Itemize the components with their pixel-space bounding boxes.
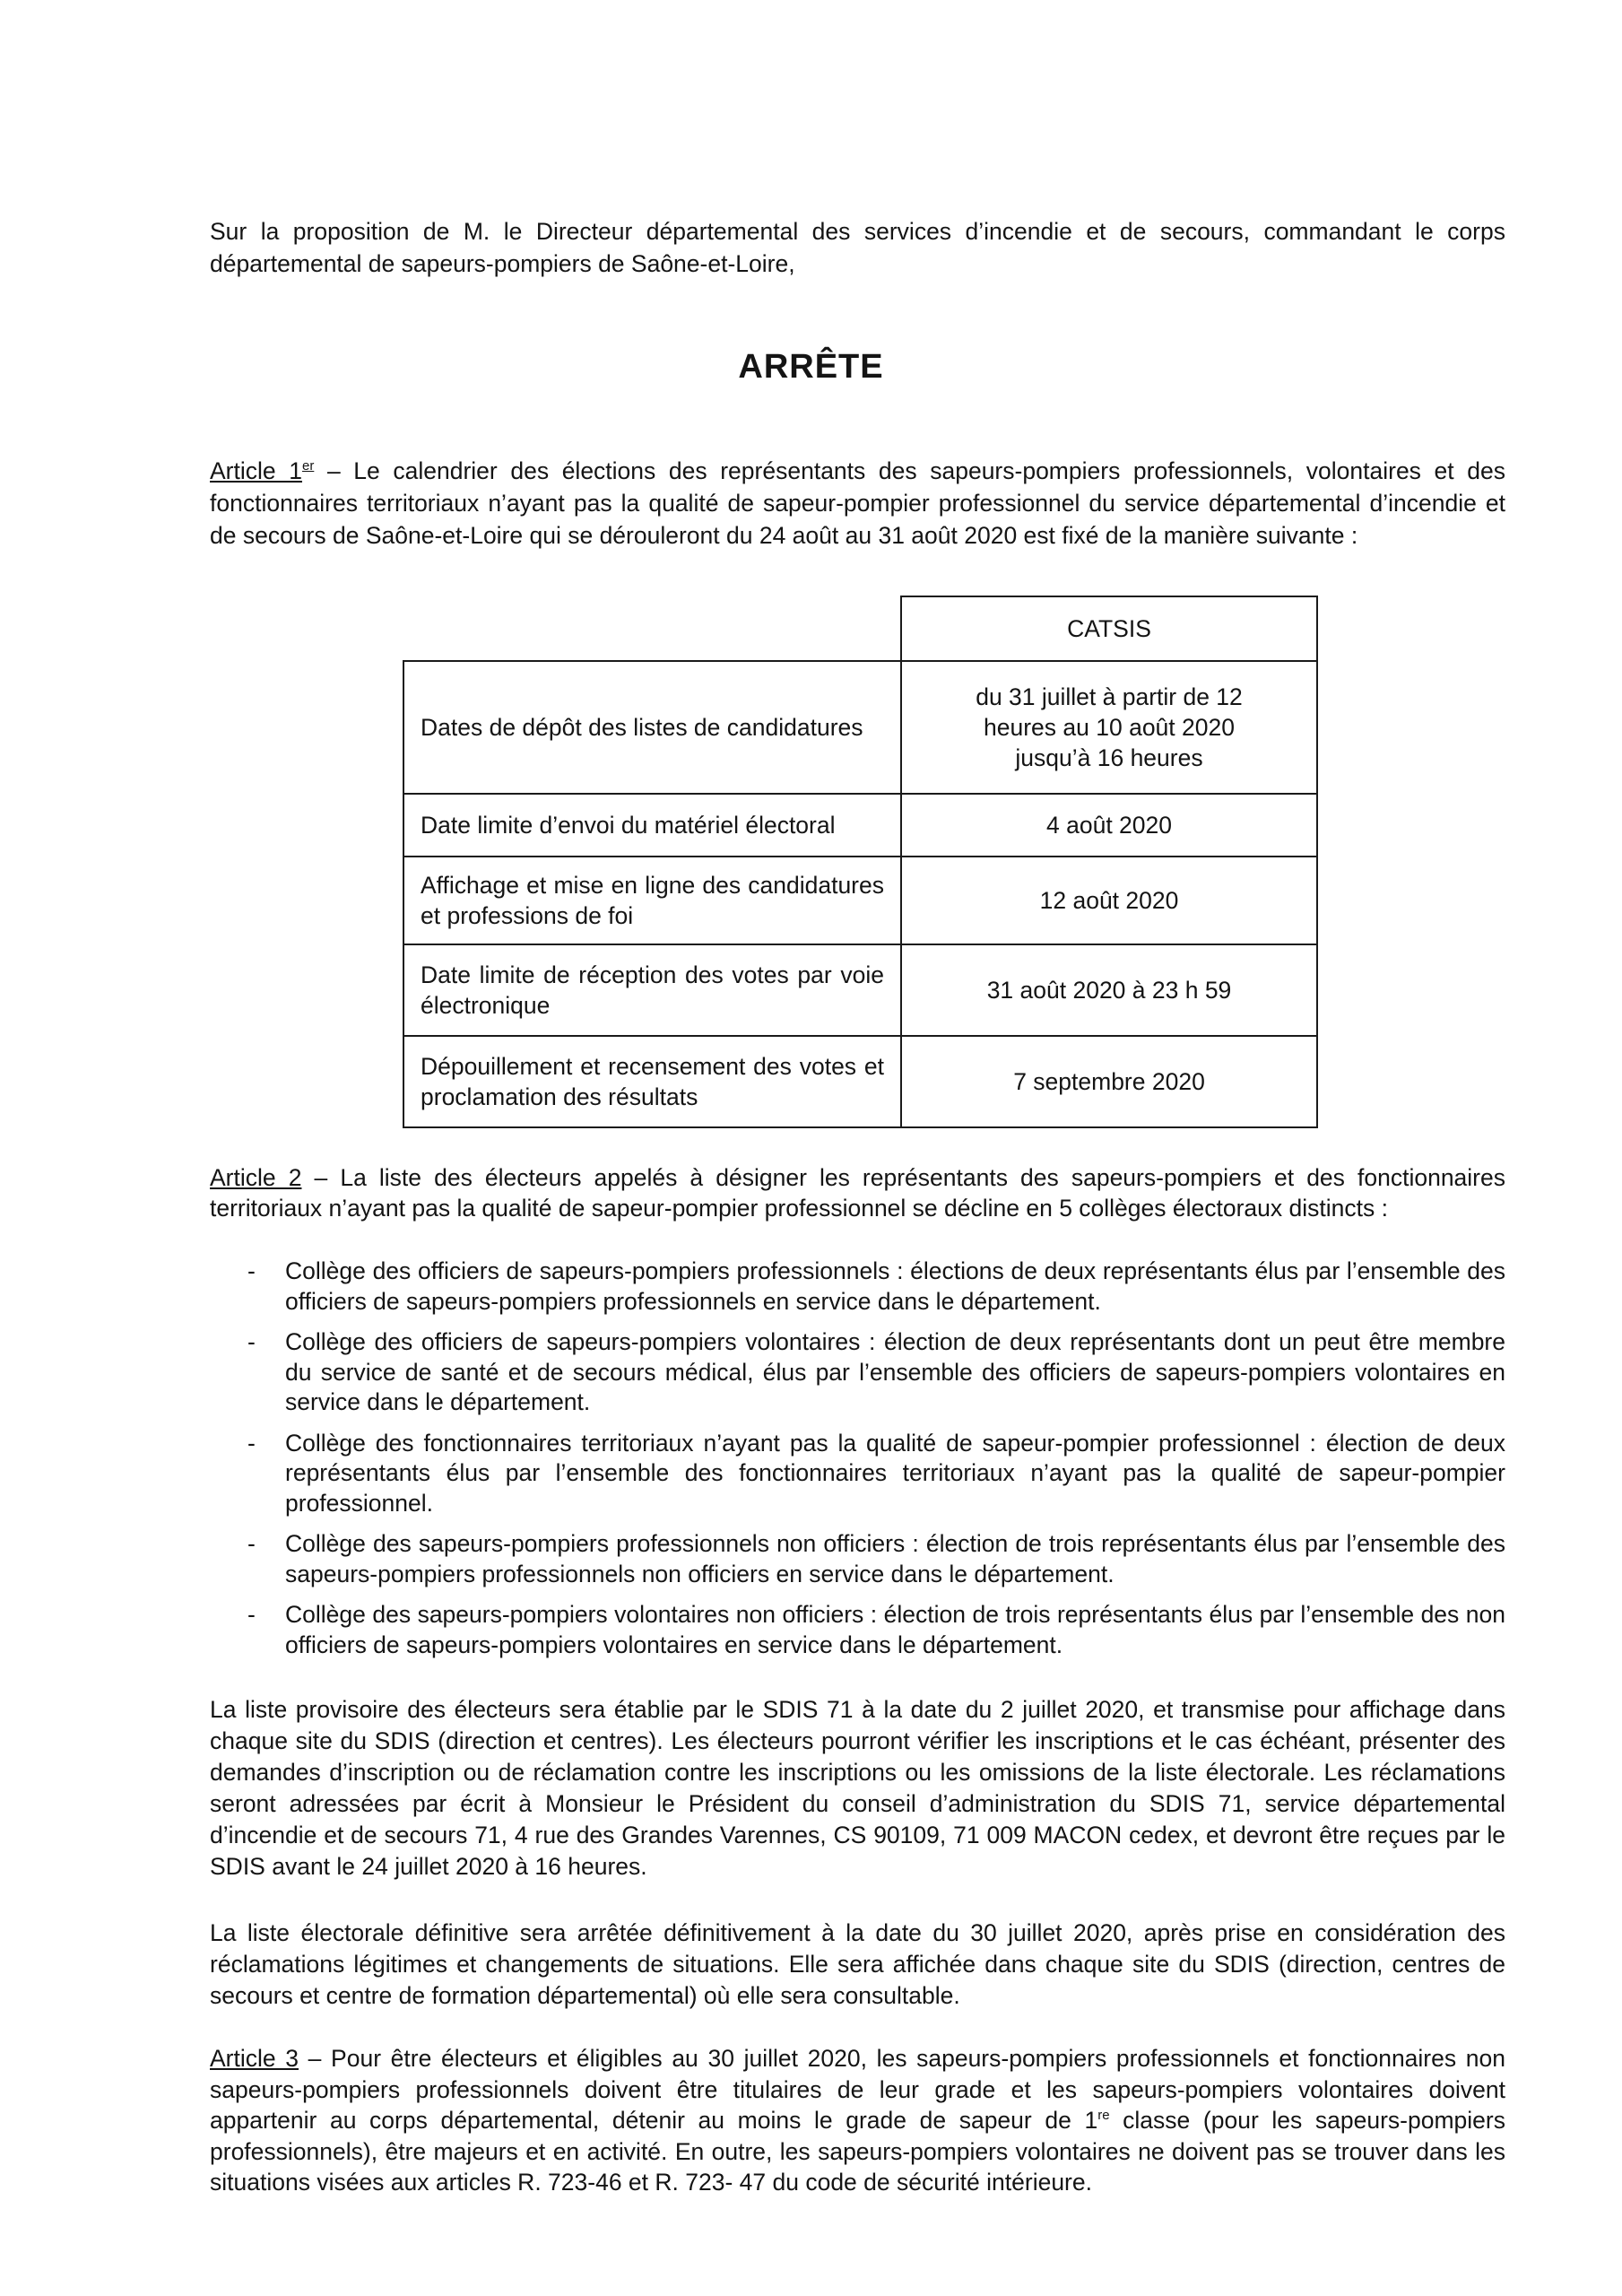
article-1-label-sup: er xyxy=(301,458,315,474)
bullet-dash: - xyxy=(247,1530,256,1557)
decree-title: ARRÊTE xyxy=(738,348,884,386)
table-row-label: Dates de dépôt des listes de candidatures xyxy=(403,660,902,795)
table-header-cell xyxy=(900,596,1318,662)
table-row-value: du 31 juillet à partir de 12 heures au 10 août 2020 jusqu’à 16 heures xyxy=(900,660,1318,795)
table-row-value: 4 août 2020 xyxy=(900,793,1318,857)
article-1-text: – Le calendrier des élections des représentants des sapeurs-pompiers professionnels, volontaires et des fonctionnaires territoriaux n’ayant pas la qualité de sapeur-pompier professionnel du service départemental d’incendie et de secours de Saône-et-Loire qui se dérouleront du 24 août au 31 août 2020 est fixé de la manière suivante : xyxy=(210,457,1505,549)
list-item: - Collège des fonctionnaires territoriaux n’ayant pas la qualité de sapeur-pompier professionnel : élection de deux représentants élus par l’ensemble des fonctionnaires territoriaux n’ayant pas la qualité de sapeur-pompier professionnel. xyxy=(247,1429,1505,1517)
table-row-label: Affichage et mise en ligne des candidatures et professions de foi xyxy=(403,856,902,945)
table-row-label: Date limite d’envoi du matériel électoral xyxy=(403,793,902,857)
list-item: - Collège des officiers de sapeurs-pompiers volontaires : élection de deux représentants dont un peut être membre du service de santé et de secours médical, élus par l’ensemble des officiers de sapeurs-pompiers volontaires en service dans le département. xyxy=(247,1328,1505,1415)
bullet-dash: - xyxy=(247,1257,256,1284)
table-row-value: 7 septembre 2020 xyxy=(900,1035,1318,1128)
article-3-sup: re xyxy=(1097,2108,1110,2124)
list-item: - Collège des sapeurs-pompiers professionnels non officiers : élection de trois représentants élus par l’ensemble des sapeurs-pompiers professionnels non officiers en service dans le département. xyxy=(247,1530,1505,1587)
list-item: - Collège des sapeurs-pompiers volontaires non officiers : élection de trois représentants élus par l’ensemble des non officiers de sapeurs-pompiers volontaires en service dans le département. xyxy=(247,1601,1505,1658)
article-3-paragraph: Article 3 – Pour être électeurs et éligibles au 30 juillet 2020, les sapeurs-pompiers professionnels et fonctionnaires non sapeurs-pompiers professionnels doivent être titulaires de leur grade et les sapeurs-pompiers volontaires doivent appartenir au corps départemental, détenir au moins le grade de sapeur de 1re classe (pour les sapeurs-pompiers professionnels), être majeurs et en activité. En outre, les sapeurs-pompiers volontaires ne doivent pas se trouver dans les situations visées aux articles R. 723-46 et R. 723- 47 du code de sécurité intérieure. xyxy=(210,2045,1505,2196)
table-header: CATSIS xyxy=(1067,615,1151,642)
bullet-dash: - xyxy=(247,1601,256,1628)
list-item: - Collège des officiers de sapeurs-pompiers professionnels : élections de deux représentants élus par l’ensemble des officiers de sapeurs-pompiers professionnels en service dans le département. xyxy=(247,1257,1505,1315)
table-row-label: Dépouillement et recensement des votes et proclamation des résultats xyxy=(403,1035,902,1128)
bullet-dash: - xyxy=(247,1429,256,1457)
article-1-paragraph xyxy=(210,455,1505,552)
definitive-list-paragraph: La liste électorale définitive sera arrêtée définitivement à la date du 30 juillet 2020, après prise en considération des réclamations légitimes et changements de situations. Elle sera affichée dans chaque site du SDIS (direction, centres de secours et centre de formation départemental) où elle sera consultable. xyxy=(210,1919,1505,2009)
provisional-list-paragraph: La liste provisoire des électeurs sera établie par le SDIS 71 à la date du 2 juillet 2020, et transmise pour affichage dans chaque site du SDIS (direction et centres). Les électeurs pourront vérifier les inscriptions et le cas échéant, présenter des demandes d’inscription ou de réclamation contre les inscriptions ou les omissions de la liste électorale. Les réclamations seront adressées par écrit à Monsieur le Président du conseil d’administration du SDIS 71, service départemental d’incendie et de secours 71, 4 rue des Grandes Varennes, CS 90109, 71 009 MACON cedex, et devront être reçues par le SDIS avant le 24 juillet 2020 à 16 heures. xyxy=(210,1696,1505,1880)
table-row-value: 12 août 2020 xyxy=(900,856,1318,945)
article-2-label: Article 2 xyxy=(210,1164,302,1191)
college-list xyxy=(210,1257,1505,1671)
article-2-text: – La liste des électeurs appelés à désigner les représentants des sapeurs-pompiers et des fonctionnaires territoriaux n’ayant pas la qualité de sapeur-pompier professionnel se décline en 5 collèges électoraux distincts : xyxy=(210,1164,1505,1222)
table-row-label: Date limite de réception des votes par voie électronique xyxy=(403,944,902,1037)
article-3-label: Article 3 xyxy=(210,2045,299,2072)
bullet-dash: - xyxy=(247,1328,256,1355)
table-row-value: 31 août 2020 à 23 h 59 xyxy=(900,944,1318,1037)
intro-paragraph: Sur la proposition de M. le Directeur départemental des services d’incendie et de secours, commandant le corps départemental de sapeurs-pompiers de Saône-et-Loire, xyxy=(210,218,1505,277)
article-1-label: Article 1 xyxy=(210,457,302,484)
article-2-paragraph xyxy=(210,1162,1505,1223)
